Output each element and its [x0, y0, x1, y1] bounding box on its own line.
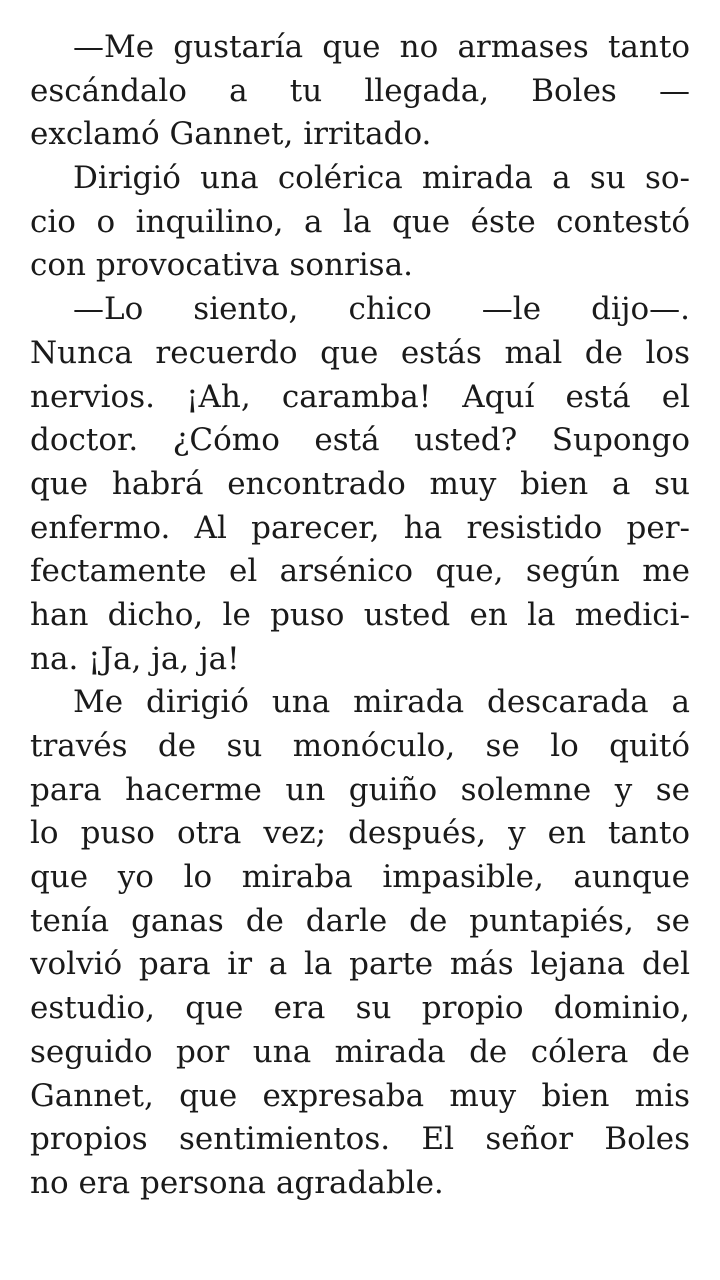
text-line: —Me gustaría que no armases tanto — [73, 29, 690, 65]
text-line: na. ¡Ja, ja, ja! — [30, 640, 240, 677]
text-line: han dicho, le puso usted en la medici- — [30, 596, 690, 633]
text-line: escándalo a tu llegada, Boles — — [30, 72, 690, 109]
text-line: propios sentimientos. El señor Boles — [30, 1121, 690, 1158]
text-line: Dirigió una colérica mirada a su so- — [73, 160, 690, 197]
text-line: seguido por una mirada de cólera de — [30, 1033, 690, 1070]
text-line: enfermo. Al parecer, ha resistido per- — [30, 509, 690, 546]
text-line: Nunca recuerdo que estás mal de los — [30, 334, 690, 371]
text-line: no era persona agradable. — [30, 1164, 444, 1201]
text-line: que yo lo miraba impasible, aunque — [30, 859, 690, 896]
text-line: nervios. ¡Ah, caramba! Aquí está el — [30, 378, 690, 415]
paragraph — [30, 157, 690, 288]
paragraph — [30, 26, 690, 157]
text-line: volvió para ir a la parte más lejana del — [30, 946, 690, 983]
paragraph — [30, 681, 690, 1205]
text-line: lo puso otra vez; después, y en tanto — [30, 815, 690, 852]
text-line: —Lo siento, chico —le dijo—. — [73, 291, 690, 328]
text-line: estudio, que era su propio dominio, — [30, 990, 690, 1027]
text-line: que habrá encontrado muy bien a su — [30, 465, 690, 502]
text-line: con provocativa sonrisa. — [30, 247, 413, 284]
text-line: Gannet, que expresaba muy bien mis — [30, 1077, 690, 1114]
text-line: fectamente el arsénico que, según me — [30, 553, 690, 590]
text-line: doctor. ¿Cómo está usted? Supongo — [30, 422, 690, 459]
text-line: través de su monóculo, se lo quitó — [30, 728, 690, 764]
text-line: exclamó Gannet, irritado. — [30, 116, 432, 153]
paragraph — [30, 288, 690, 681]
text-line: para hacerme un guiño solemne y se — [30, 771, 690, 808]
text-line: tenía ganas de darle de puntapiés, se — [30, 902, 690, 939]
text-line: Me dirigió una mirada descarada a — [73, 684, 690, 721]
text-line: cio o inquilino, a la que éste contestó — [30, 203, 690, 240]
